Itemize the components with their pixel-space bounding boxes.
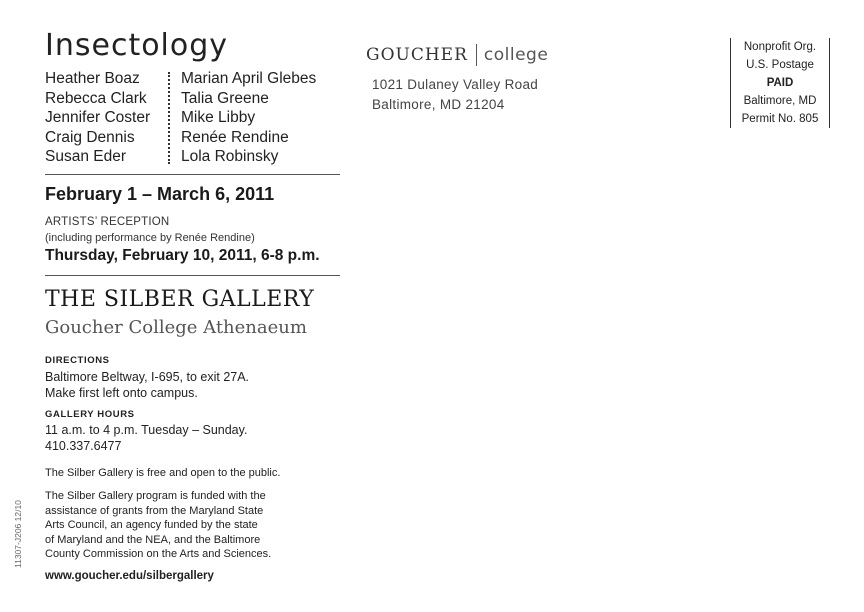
- funding-line: Arts Council, an agency funded by the state: [45, 519, 258, 531]
- indicia-line: Permit No. 805: [741, 113, 819, 125]
- indicia-line: Nonprofit Org.: [743, 41, 817, 53]
- return-address: [372, 75, 538, 114]
- artist-name: Renée Rendine: [181, 128, 289, 146]
- postage-indicia: [730, 38, 830, 128]
- artist-name: Susan Eder: [45, 148, 126, 165]
- gallery-location: Goucher College Athenaeum: [45, 317, 307, 338]
- artist-name: Talia Greene: [181, 89, 269, 107]
- directions-line: Baltimore Beltway, I-695, to exit 27A.: [45, 370, 250, 384]
- artist-name: Mike Libby: [181, 109, 256, 126]
- indicia-line: U.S. Postage: [746, 59, 814, 71]
- funding-line: County Commission on the Arts and Sciences.: [45, 548, 272, 560]
- funding-line: assistance of grants from the Maryland State: [45, 504, 264, 517]
- gallery-website-link[interactable]: www.goucher.edu/silbergallery: [45, 570, 214, 582]
- exhibition-title: Insectology: [45, 28, 229, 63]
- hours-line: 11 a.m. to 4 p.m. Tuesday – Sunday.: [45, 423, 248, 437]
- divider-rule: [45, 174, 340, 175]
- free-admission-note: The Silber Gallery is free and open to the public.: [45, 467, 281, 479]
- address-line: 1021 Dulaney Valley Road: [372, 77, 539, 92]
- indicia-paid: PAID: [766, 77, 794, 89]
- directions-text: [45, 369, 249, 401]
- goucher-logo: [366, 44, 548, 66]
- exhibition-dates: February 1 – March 6, 2011: [45, 184, 275, 204]
- phone-number: 410.337.6477: [45, 439, 122, 453]
- artist-name: Heather Boaz: [45, 70, 140, 87]
- directions-heading: DIRECTIONS: [45, 355, 110, 366]
- artist-list-left: [45, 69, 150, 167]
- artist-name: Rebecca Clark: [45, 89, 147, 107]
- print-code: 11307-J206 12/10: [13, 500, 23, 568]
- logo-wordmark: GOUCHER: [366, 45, 468, 65]
- divider-rule: [45, 275, 340, 276]
- logo-divider: [476, 44, 477, 66]
- address-line: Baltimore, MD 21204: [372, 96, 505, 112]
- indicia-line: Baltimore, MD: [743, 95, 817, 107]
- reception-label: ARTISTS’ RECEPTION: [45, 216, 170, 228]
- hours-text: [45, 422, 247, 454]
- reception-note: (including performance by Renée Rendine): [45, 232, 255, 244]
- dotted-divider: [168, 72, 170, 164]
- artist-name: Craig Dennis: [45, 128, 135, 146]
- funding-line: of Maryland and the NEA, and the Baltimore: [45, 533, 261, 546]
- reception-datetime: Thursday, February 10, 2011, 6-8 p.m.: [45, 247, 320, 264]
- artist-name: Jennifer Coster: [45, 109, 151, 126]
- hours-heading: GALLERY HOURS: [45, 409, 135, 420]
- artist-name: Lola Robinsky: [181, 148, 279, 165]
- directions-line: Make first left onto campus.: [45, 386, 198, 400]
- funding-line: The Silber Gallery program is funded with the: [45, 490, 266, 502]
- artist-list-right: [181, 69, 316, 167]
- funding-note: [45, 489, 271, 562]
- logo-subtitle: college: [483, 45, 549, 65]
- artist-name: Marian April Glebes: [181, 70, 317, 87]
- gallery-name: THE SILBER GALLERY: [45, 287, 315, 312]
